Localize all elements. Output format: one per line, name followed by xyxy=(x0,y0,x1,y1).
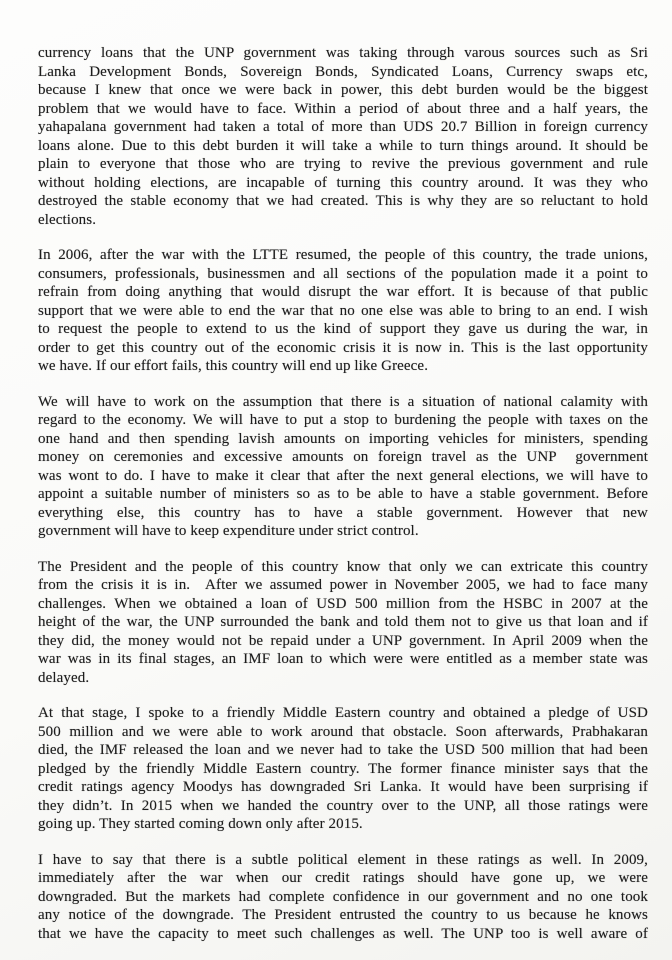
text-line: pledged by the friendly Middle Eastern country. The former finance minister says that the xyxy=(38,760,648,777)
text-line: one hand and then spending lavish amounts on importing vehicles for ministers, spending xyxy=(38,430,648,447)
text-line: refrain from doing anything that would disrupt the war effort. It is because of that public xyxy=(38,284,648,300)
text-line: because I knew that once we were back in power, this debt burden would be the biggest xyxy=(38,82,648,98)
text-line: loans alone. Due to this debt burden it will take a while to turn things around. It should be xyxy=(38,137,648,154)
paragraph-3 xyxy=(38,393,648,541)
text-line: delayed. xyxy=(38,669,90,686)
text-line: they did, the money would not be repaid under a UNP government. In April 2009 when the xyxy=(38,632,648,649)
text-line: consumers, professionals, businessmen and all sections of the population made it a point to xyxy=(38,265,648,282)
text-line: order to get this country out of the economic crisis it is now in. This is the last opportunity xyxy=(38,339,648,356)
text-line: At that stage, I spoke to a friendly Middle Eastern country and obtained a pledge of USD xyxy=(38,705,648,721)
text-line: The President and the people of this country know that only we can extricate this country xyxy=(38,558,648,575)
text-line: appoint a suitable number of ministers so as to be able to have a stable government. Before xyxy=(38,486,648,502)
text-line: elections. xyxy=(38,211,97,228)
text-line: currency loans that the UNP government was taking through varous sources such as Sri xyxy=(38,45,648,61)
text-line: we have. If our effort fails, this country will end up like Greece. xyxy=(38,358,429,374)
text-line: died, the IMF released the loan and we never had to take the USD 500 million that had been xyxy=(38,742,648,758)
text-line: money on ceremonies and excessive amounts on foreign travel as the UNP government xyxy=(38,449,648,465)
text-line: I have to say that there is a subtle political element in these ratings as well. In 2009, xyxy=(38,851,648,868)
paragraph-2 xyxy=(38,246,648,376)
text-line: that we have the capacity to meet such challenges as well. The UNP too is well aware of xyxy=(38,925,648,942)
text-line: regard to the economy. We will have to put a stop to burdening the people with taxes on the xyxy=(38,412,648,428)
text-line: government will have to keep expenditure under strict control. xyxy=(38,523,419,539)
text-line: plain to everyone that those who are trying to revive the previous government and rule xyxy=(38,156,648,172)
text-line: war was in its final stages, an IMF loan to which were were entitled as a member state was xyxy=(38,651,648,667)
text-line: without holding elections, are incapable of turning this country around. It was they who xyxy=(38,174,648,191)
text-line: they didn’t. In 2015 when we handed the country over to the UNP, all those ratings were xyxy=(38,797,648,814)
text-line: credit ratings agency Moodys has downgraded Sri Lanka. It would have been surprising if xyxy=(38,779,648,795)
text-line: 500 million and we were able to work around that obstacle. Soon afterwards, Prabhakaran xyxy=(38,723,648,740)
text-line: yahapalana government had taken a total of more than UDS 20.7 Billion in foreign currency xyxy=(38,119,648,135)
paragraph-1 xyxy=(38,44,648,229)
text-line: downgraded. But the markets had complete confidence in our government and no one took xyxy=(38,888,648,905)
text-line: problem that we would have to face. Within a period of about three and a half years, the xyxy=(38,100,648,117)
text-line: from the crisis it is in. After we assumed power in November 2005, we had to face many xyxy=(38,577,648,593)
text-line: destroyed the stable economy that we had created. This is why they are so reluctant to hold xyxy=(38,193,648,209)
text-line: going up. They started coming down only after 2015. xyxy=(38,816,363,832)
text-line: everything else, this country has to have a stable government. However that new xyxy=(38,504,648,521)
paragraph-5 xyxy=(38,704,648,834)
text-line: height of the war, the UNP surrounded the bank and told them not to give us that loan and if xyxy=(38,614,648,630)
paragraph-6 xyxy=(38,851,648,944)
text-line: We will have to work on the assumption that there is a situation of national calamity with xyxy=(38,393,648,410)
text-line: challenges. When we obtained a loan of USD 500 million from the HSBC in 2007 at the xyxy=(38,595,648,612)
text-line: immediately after the war when our credit ratings should have gone up, we were xyxy=(38,870,648,886)
text-line: In 2006, after the war with the LTTE resumed, the people of this country, the trade unions, xyxy=(38,247,648,263)
text-line: to request the people to extend to us the kind of support they gave us during the war, in xyxy=(38,321,648,337)
text-line: support that we were able to end the war that no one else was able to bring to an end. I wish xyxy=(38,302,648,319)
text-line: any notice of the downgrade. The President entrusted the country to us because he knows xyxy=(38,907,648,923)
text-line: Lanka Development Bonds, Sovereign Bonds, Syndicated Loans, Currency swaps etc, xyxy=(38,63,648,80)
paragraph-4 xyxy=(38,558,648,688)
text-line: was wont to do. I have to make it clear that after the next general elections, we will have to xyxy=(38,467,648,484)
